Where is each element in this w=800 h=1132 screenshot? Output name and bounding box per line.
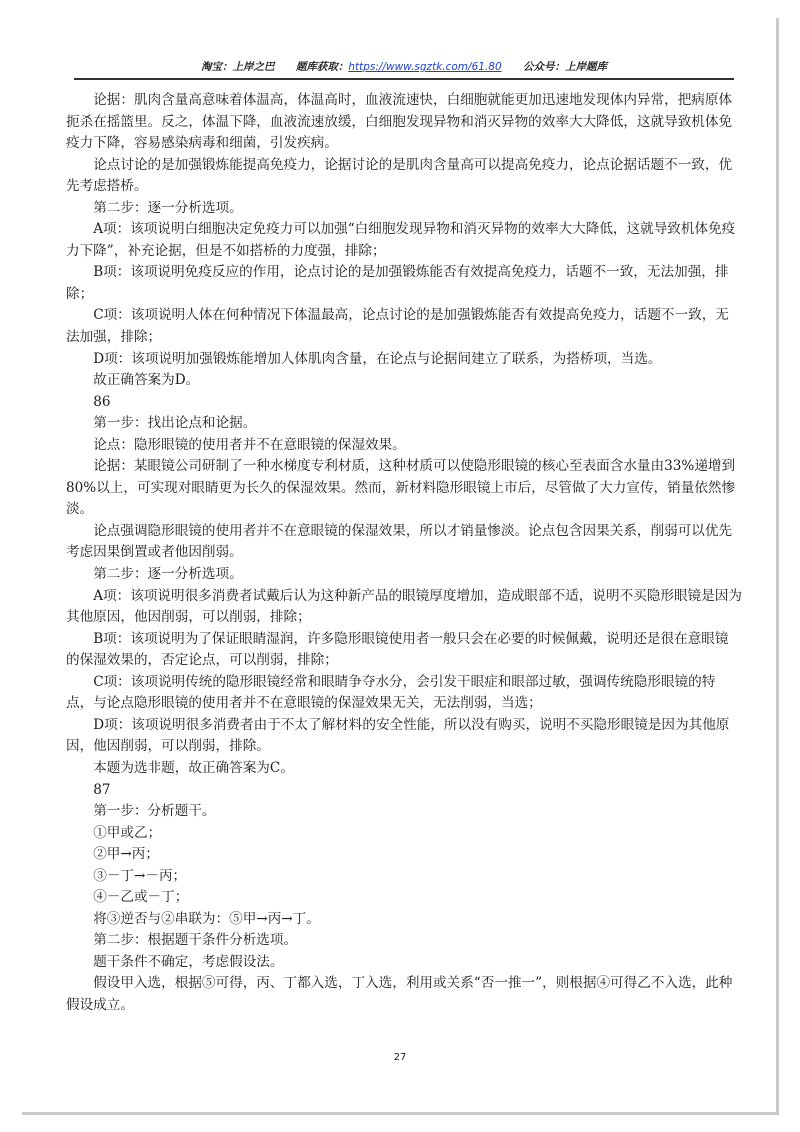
paragraph: 第二步：逐一分析选项。: [93, 566, 243, 583]
paragraph: ③－丁→－丙；: [93, 867, 187, 884]
page-header: [74, 58, 734, 80]
paragraph: C项：该项说明人体在何种情况下体温最高，论点讨论的是加强锻炼能否有效提高免疫力，话题不一致，无法加强，排除；: [66, 307, 729, 346]
download-link[interactable]: https://www.sgztk.com/61.80: [348, 61, 502, 73]
paragraph: 题干条件不确定，考虑假设法。: [93, 953, 284, 970]
paragraph: 将③逆否与②串联为：⑤甲→丙→丁。: [93, 910, 320, 927]
paragraph: 第一步：找出论点和论据。: [93, 415, 257, 432]
paragraph: 第一步：分析题干。: [93, 803, 216, 820]
paragraph: 本题为选非题，故正确答案为C。: [93, 759, 294, 776]
paragraph: C项：该项说明传统的隐形眼镜经常和眼睛争夺水分，会引发干眼症和眼部过敏，强调传统隐形眼镜的特点，与论点隐形眼镜的使用者并不在意眼镜的保湿效果无关，无法削弱，当选；: [66, 673, 716, 712]
shop-label: 淘宝：: [201, 61, 233, 73]
document-body: [66, 90, 742, 1017]
paragraph: 论据：肌肉含量高意味着体温高，体温高时，血液流速快，白细胞就能更加迅速地发现体内异常，把病原体扼杀在摇篮里。反之，体温下降，血液流速放缓，白细胞发现异物和消灭异物的效率大大降低，这就导致机体免疫力下降，容易感染病毒和细菌，引发疾病。: [66, 92, 733, 152]
paragraph: 故正确答案为D。: [93, 372, 200, 389]
paragraph: ①甲或乙；: [93, 824, 162, 841]
wechat-name: 上岸题库: [564, 61, 607, 73]
question-number: 86: [93, 393, 111, 410]
shop-name: 上岸之巴: [232, 61, 275, 73]
paragraph: 假设甲入选，根据⑤可得，丙、丁都入选，丁入选，利用或关系“否一推一”，则根据④可得乙不入选，此种假设成立。: [66, 975, 733, 1013]
paragraph: 论点讨论的是加强锻炼能提高免疫力，论据讨论的是肌肉含量高可以提高免疫力，论点论据话题不一致，优先考虑搭桥。: [66, 156, 733, 195]
wechat-label: 公众号：: [522, 61, 565, 73]
paragraph: D项：该项说明很多消费者由于不太了解材料的安全性能，所以没有购买，说明不买隐形眼镜是因为其他原因，他因削弱，可以削弱，排除。: [66, 716, 730, 755]
page-number: 27: [393, 1052, 407, 1063]
paragraph: 第二步：逐一分析选项。: [93, 199, 243, 216]
paragraph: A项：该项说明很多消费者试戴后认为这种新产品的眼镜厚度增加，造成眼部不适，说明不买隐形眼镜是因为其他原因，他因削弱，可以削弱，排除；: [66, 587, 742, 626]
paragraph: B项：该项说明为了保证眼睛湿润，许多隐形眼镜使用者一般只会在必要的时候佩戴，说明还是很在意眼镜的保湿效果的，否定论点，可以削弱，排除；: [66, 630, 729, 669]
paragraph: ②甲→丙；: [93, 846, 159, 863]
paragraph: A项：该项说明白细胞决定免疫力可以加强“白细胞发现异物和消灭异物的效率大大降低，这就导致机体免疫力下降”，补充论据，但是不如搭桥的力度强，排除；: [66, 221, 736, 259]
paragraph: 论据：某眼镜公司研制了一种水梯度专利材质，这种材质可以使隐形眼镜的核心至表面含水量由33%递增到80%以上，可实现对眼睛更为长久的保湿效果。然而，新材料隐形眼镜上市后，尽管做了大力宣传，销量依然惨淡。: [66, 458, 736, 518]
paragraph: 论点：隐形眼镜的使用者并不在意眼镜的保湿效果。: [93, 436, 406, 453]
download-label: 题库获取：: [295, 61, 349, 73]
paragraph: ④－乙或－丁；: [93, 889, 189, 906]
paragraph: 论点强调隐形眼镜的使用者并不在意眼镜的保湿效果，所以才销量惨淡。论点包含因果关系，削弱可以优先考虑因果倒置或者他因削弱。: [66, 522, 733, 561]
question-number: 87: [93, 781, 111, 798]
paragraph: B项：该项说明免疫反应的作用，论点讨论的是加强锻炼能否有效提高免疫力，话题不一致，无法加强，排除；: [66, 264, 729, 302]
paragraph: D项：该项说明加强锻炼能增加人体肌肉含量，在论点与论据间建立了联系，为搭桥项，当选。: [93, 350, 662, 367]
paragraph: 第二步：根据题干条件分析选项。: [93, 932, 298, 949]
